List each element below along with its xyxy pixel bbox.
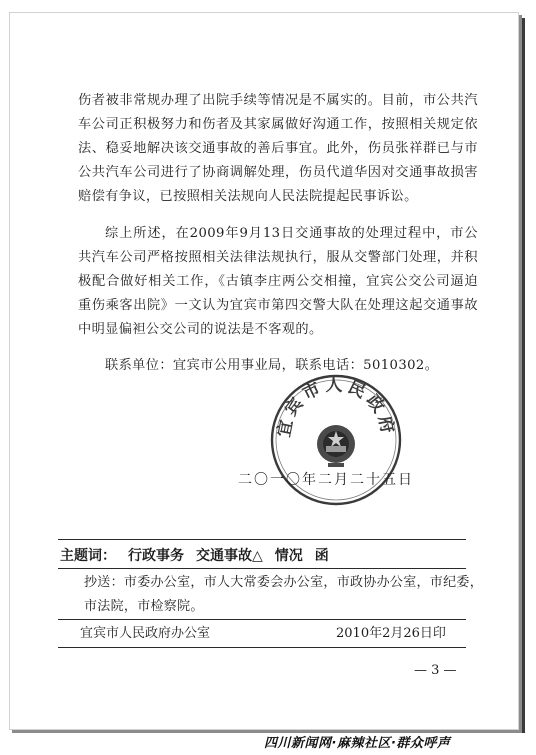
subject-term: 情况 xyxy=(274,548,303,564)
cc-label: 抄送： xyxy=(84,575,124,590)
subject-keywords xyxy=(60,546,341,566)
cc-recipients: 市委办公室，市人大常委会办公室，市政协办公室，市纪委，市法院，市检察院。 xyxy=(84,575,484,614)
body-paragraph-1: 伤者被非常规办理了出院手续等情况是不属实的。目前，市公共汽车公司正积极努力和伤者及其家属做好沟通工作，按照相关规定依法、稳妥地解决该交通事故的善后事宜。此外，伤员张祥群已与市公共汽车公司进行了协商调解处理，伤员代道华因对交通事故损害赔偿有争议，已按照相关法规向人民法院提起民事诉讼。 xyxy=(78,93,478,204)
national-emblem-icon xyxy=(317,425,355,467)
issuing-office: 宜宾市人民政府办公室 xyxy=(80,626,211,641)
subject-term: 行政事务 xyxy=(128,548,184,564)
body-paragraph-2: 综上所述，在2009年9月13日交通事故的处理过程中，市公共汽车公司严格按照相关法律法规执行，服从交警部门处理，并积极配合做好相关工作，《古镇李庄两公交相撞，宜宾公交公司逼迫重伤乘客出院》一文认为宜宾市第四交警大队在处理这起交通事故中明显偏袒公交公司的说法是不客观的。 xyxy=(78,226,478,337)
print-date: 2010年2月26日印 xyxy=(336,626,446,641)
cc-list xyxy=(84,571,484,619)
signing-date: 二〇一〇年二月二十五日 xyxy=(238,472,414,488)
footer-rule-cc xyxy=(58,619,466,620)
subject-label: 主题词： xyxy=(60,548,116,564)
footer-rule-top xyxy=(58,539,466,540)
subject-term: 函 xyxy=(314,548,329,564)
contact-line: 联系单位：宜宾市公用事业局，联系电话：5010302。 xyxy=(105,358,439,373)
page-number: — 3 — xyxy=(414,663,457,678)
subject-term: 交通事故△ xyxy=(196,548,263,564)
footer-rule-bottom xyxy=(58,647,466,648)
footer-rule-subject xyxy=(58,568,466,569)
site-watermark: 四川新闻网·麻辣社区·群众呼声 xyxy=(264,736,451,751)
seal-text: 宜宾市人民政府 xyxy=(274,375,398,439)
